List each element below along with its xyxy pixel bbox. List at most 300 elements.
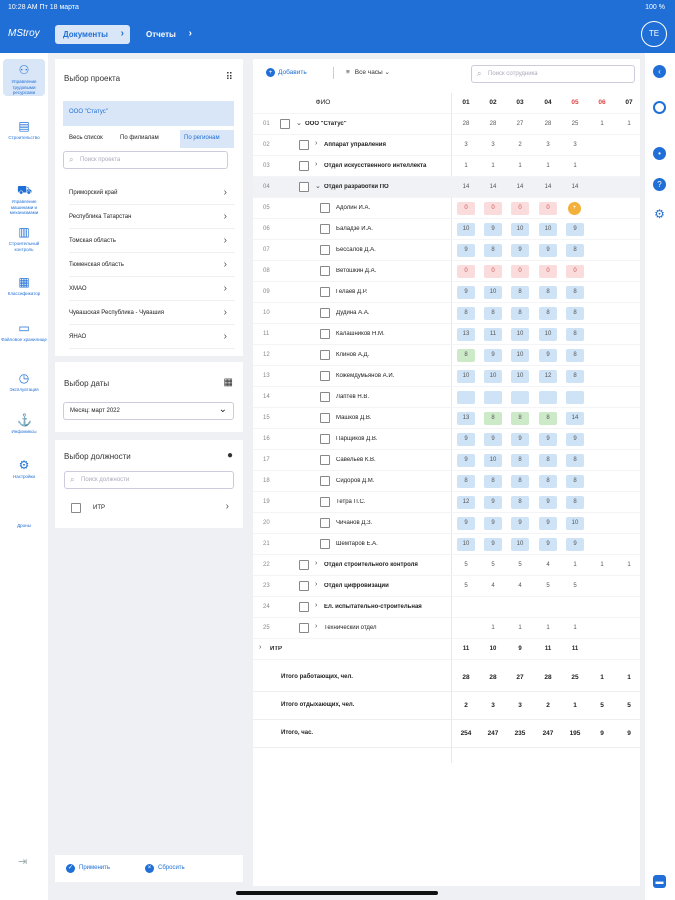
sidebar-item-5[interactable] [0, 321, 48, 343]
hours-cell[interactable]: 8 [566, 496, 584, 509]
logout-icon[interactable]: ⇥ [18, 856, 28, 868]
row-number: 10 [263, 310, 270, 316]
table-row[interactable] [253, 303, 640, 324]
header-row [253, 93, 640, 114]
row-checkbox[interactable] [320, 266, 330, 276]
table-row[interactable] [253, 240, 640, 261]
close-icon: × [145, 864, 154, 873]
hours-cell[interactable]: 25 [571, 121, 579, 127]
hours-cell[interactable]: 13 [457, 412, 475, 425]
region-item[interactable] [69, 327, 235, 349]
row-number: 12 [263, 352, 270, 358]
chevron-right-icon[interactable]: › [315, 623, 318, 630]
row-checkbox[interactable] [320, 413, 330, 423]
chevron-down-icon: ⌄ [384, 69, 390, 76]
table-row[interactable] [253, 429, 640, 450]
employee-search-input[interactable]: ⌕ Поиск сотрудника [471, 65, 635, 83]
hours-cell[interactable]: 1 [573, 562, 577, 568]
help-icon[interactable]: ? [653, 178, 666, 191]
sidebar-item-2[interactable] [0, 183, 48, 216]
hours-cell[interactable]: 10 [484, 286, 502, 299]
chevron-right-icon[interactable]: › [259, 644, 262, 651]
row-number: 15 [263, 415, 270, 421]
hours-cell[interactable]: 10 [484, 370, 502, 383]
sidebar-item-3[interactable] [0, 225, 48, 252]
hours-cell[interactable]: 9 [539, 349, 557, 362]
totals-value: 3 [491, 702, 495, 709]
row-checkbox[interactable] [299, 161, 309, 171]
hours-cell[interactable]: 8 [511, 286, 529, 299]
chat-icon[interactable]: ▬ [653, 875, 666, 888]
totals-value: 2 [546, 702, 550, 709]
totals-label: Итого работающих, чел. [281, 674, 353, 680]
hours-cell[interactable]: 28 [462, 121, 470, 127]
row-checkbox[interactable] [320, 287, 330, 297]
hours-cell[interactable]: 1 [600, 121, 604, 127]
status-bar [0, 0, 675, 16]
row-checkbox[interactable] [320, 539, 330, 549]
pie-icon[interactable] [653, 101, 666, 114]
sidebar-item-7[interactable] [0, 413, 48, 435]
row-number: 01 [263, 121, 270, 127]
hours-cell[interactable] [457, 391, 475, 404]
region-item[interactable] [69, 183, 235, 205]
chevron-down-icon[interactable]: ⌄ [296, 120, 302, 127]
settings-icon[interactable]: ⚙ [654, 207, 665, 221]
hours-cell[interactable]: 0 [566, 265, 584, 278]
hours-cell[interactable]: 0 [457, 265, 475, 278]
hours-cell[interactable]: 8 [539, 307, 557, 320]
hours-cell[interactable]: 10 [511, 223, 529, 236]
totals-value: 1 [600, 674, 604, 681]
hours-cell[interactable]: 10 [511, 328, 529, 341]
row-checkbox[interactable] [280, 119, 290, 129]
day-header: 05 [571, 99, 579, 106]
row-checkbox[interactable] [320, 434, 330, 444]
hours-cell[interactable]: 9 [457, 286, 475, 299]
sidebar-item-8[interactable] [0, 458, 48, 480]
hours-cell[interactable]: 9 [457, 433, 475, 446]
row-number: 13 [263, 373, 270, 379]
hours-cell[interactable]: 8 [539, 475, 557, 488]
row-checkbox[interactable] [320, 518, 330, 528]
date-panel-title: Выбор даты [64, 379, 110, 388]
sidebar-item-label: Строительство [8, 135, 40, 140]
chevron-right-icon[interactable]: › [315, 161, 318, 168]
row-checkbox[interactable] [299, 140, 309, 150]
row-number: 14 [263, 394, 270, 400]
hours-cell[interactable]: 10 [457, 538, 475, 551]
totals-value: 3 [518, 702, 522, 709]
add-button[interactable]: + Добавить [266, 68, 307, 77]
hours-cell[interactable]: 8 [566, 244, 584, 257]
hours-cell[interactable]: 11 [484, 328, 502, 341]
hours-cell[interactable]: 1 [627, 562, 631, 568]
bell-icon[interactable]: • [653, 147, 666, 160]
chevron-right-icon[interactable]: › [225, 501, 229, 512]
table-row[interactable] [253, 387, 640, 408]
hours-cell[interactable]: 8 [566, 307, 584, 320]
hours-cell[interactable]: 28 [489, 121, 497, 127]
hours-cell[interactable] [566, 391, 584, 404]
hours-cell[interactable]: 1 [491, 163, 495, 169]
table-row[interactable] [253, 366, 640, 387]
region-item[interactable] [69, 279, 235, 301]
hours-cell[interactable]: 8 [539, 286, 557, 299]
hours-cell[interactable]: 10 [484, 454, 502, 467]
hours-cell[interactable]: 1 [573, 163, 577, 169]
row-checkbox[interactable] [299, 581, 309, 591]
hours-cell[interactable]: 9 [457, 244, 475, 257]
search-icon: ⌕ [69, 155, 74, 164]
hours-cell[interactable]: 8 [566, 286, 584, 299]
hours-cell[interactable]: 1 [600, 562, 604, 568]
chevron-right-icon[interactable]: › [315, 140, 318, 147]
hours-cell[interactable]: 4 [546, 562, 550, 568]
sidebar-item-9[interactable] [0, 523, 48, 529]
row-number: 21 [263, 541, 270, 547]
chevron-right-icon[interactable]: › [315, 602, 318, 609]
app-logo[interactable]: MStroy [8, 28, 40, 39]
hours-cell[interactable]: 10 [457, 223, 475, 236]
hours-cell[interactable]: 0 [511, 265, 529, 278]
hours-cell[interactable]: 9 [484, 433, 502, 446]
totals-value: 9 [600, 730, 604, 737]
hours-cell[interactable]: 8 [511, 412, 529, 425]
hours-cell[interactable]: 9 [484, 517, 502, 530]
hours-cell[interactable]: 9 [484, 538, 502, 551]
hours-cell[interactable]: 5 [491, 562, 495, 568]
totals-value: 1 [627, 674, 631, 681]
hours-cell[interactable]: 3 [491, 142, 495, 148]
hours-cell[interactable]: 9 [511, 517, 529, 530]
sidebar-item-1[interactable] [0, 119, 48, 141]
hours-cell[interactable]: 9 [457, 454, 475, 467]
apply-button[interactable]: ✓ Применить [67, 865, 111, 871]
chevron-right-icon: › [188, 28, 192, 39]
hours-cell[interactable]: 1 [518, 163, 522, 169]
chevron-down-icon[interactable]: ⌄ [315, 183, 321, 190]
row-checkbox[interactable] [320, 203, 330, 213]
row-number: 05 [263, 205, 270, 211]
tab-all-list[interactable]: Весь список [69, 135, 103, 141]
check-icon: ✓ [67, 865, 74, 871]
day-header: 03 [516, 99, 524, 106]
table-row[interactable] [253, 555, 640, 576]
hours-cell[interactable]: 1 [546, 625, 550, 631]
row-checkbox[interactable] [320, 329, 330, 339]
row-number: 19 [263, 499, 270, 505]
tab-by-regions[interactable]: По регионам [180, 130, 234, 148]
region-item[interactable] [69, 303, 235, 325]
row-number: 03 [263, 163, 270, 169]
employee-name: Парщиков Д.В. [336, 436, 378, 442]
hours-cell[interactable]: 4 [491, 583, 495, 589]
employee-name: Адолин И.А. [336, 205, 371, 211]
hours-cell[interactable]: 9 [511, 244, 529, 257]
chevron-right-icon: › [223, 211, 227, 222]
hours-cell[interactable]: 3 [546, 142, 550, 148]
filter-actions [55, 855, 243, 882]
project-tabs [63, 130, 234, 148]
hours-cell[interactable]: 8 [511, 307, 529, 320]
hours-cell[interactable]: 0 [539, 265, 557, 278]
hours-cell[interactable]: 10 [566, 517, 584, 530]
avatar[interactable]: ТЕ [641, 21, 667, 47]
region-label: Чувашская Республика - Чувашия [69, 310, 164, 316]
hours-cell[interactable]: 8 [566, 370, 584, 383]
table-row[interactable] [253, 408, 640, 429]
sidebar-item-6[interactable] [0, 371, 48, 393]
row-checkbox[interactable] [299, 602, 309, 612]
fio-header: ФИО [315, 99, 331, 106]
row-checkbox[interactable] [299, 182, 309, 192]
hours-cell[interactable]: 8 [511, 496, 529, 509]
employee-name: ООО "Статус" [305, 121, 347, 127]
hours-cell[interactable]: 5 [573, 583, 577, 589]
totals-value: 1 [573, 702, 577, 709]
hours-cell[interactable]: 1 [573, 625, 577, 631]
hours-cell[interactable]: 9 [566, 223, 584, 236]
hours-cell[interactable]: 8 [511, 454, 529, 467]
employee-name: Сидоров Д.М. [336, 478, 375, 484]
hours-cell[interactable]: 13 [457, 328, 475, 341]
hours-cell[interactable]: 5 [518, 562, 522, 568]
employee-name: Бессалов Д.А. [336, 247, 376, 253]
hours-cell[interactable]: 9 [566, 433, 584, 446]
table-row[interactable] [253, 597, 640, 618]
hours-cell[interactable]: 10 [511, 370, 529, 383]
row-number: 22 [263, 562, 270, 568]
totals-value: 27 [516, 674, 524, 681]
hours-cell[interactable]: 9 [484, 223, 502, 236]
hours-cell[interactable] [484, 391, 502, 404]
employee-name: Чичанов Д.З. [336, 520, 373, 526]
day-header: 02 [489, 99, 497, 106]
project-panel [55, 59, 243, 356]
hours-cell[interactable]: 9 [539, 538, 557, 551]
row-checkbox[interactable] [320, 350, 330, 360]
table-row[interactable] [253, 534, 640, 555]
hours-filter-select[interactable]: ≡ Все часы ⌄ [346, 69, 390, 76]
hours-cell[interactable]: 1 [491, 625, 495, 631]
hours-cell[interactable]: 12 [457, 496, 475, 509]
hours-cell[interactable]: 5 [464, 583, 468, 589]
row-checkbox[interactable] [320, 476, 330, 486]
anchor-icon: ⚓ [17, 413, 32, 427]
sidebar-item-0[interactable] [3, 59, 45, 96]
hours-cell[interactable]: 14 [571, 184, 579, 190]
project-panel-title: Выбор проекта [64, 74, 121, 83]
table-row[interactable] [253, 576, 640, 597]
row-checkbox[interactable] [320, 371, 330, 381]
chevron-right-icon: › [223, 331, 227, 342]
hours-cell[interactable]: 9 [539, 517, 557, 530]
hours-cell[interactable]: 9 [511, 433, 529, 446]
table-row[interactable] [253, 177, 640, 198]
row-checkbox[interactable] [320, 497, 330, 507]
hours-cell[interactable]: 9 [566, 538, 584, 551]
hours-cell[interactable]: 9 [457, 517, 475, 530]
hours-cell[interactable]: 1 [464, 163, 468, 169]
row-checkbox[interactable] [320, 224, 330, 234]
region-label: Томская область [69, 238, 116, 244]
employee-name: Отдел искусственного интеллекта [324, 163, 427, 169]
hours-cell[interactable]: 10 [511, 538, 529, 551]
table-row[interactable] [253, 345, 640, 366]
hours-cell[interactable]: 8 [484, 244, 502, 257]
region-item[interactable] [69, 231, 235, 253]
row-checkbox[interactable] [320, 308, 330, 318]
right-toolbar [645, 53, 675, 900]
row-checkbox[interactable] [299, 560, 309, 570]
table-row[interactable] [253, 219, 640, 240]
table-row[interactable] [253, 114, 640, 135]
hours-cell[interactable]: 8 [484, 475, 502, 488]
row-number: 02 [263, 142, 270, 148]
date-select[interactable]: Месяц: март 2022 ⌄ [63, 402, 234, 420]
employee-name: Лаптев Н.В. [336, 394, 370, 400]
hours-cell[interactable]: 10 [457, 370, 475, 383]
table-row[interactable] [253, 156, 640, 177]
project-search-input[interactable]: ⌕ Поиск проекта [63, 151, 228, 169]
chevron-right-icon[interactable]: › [315, 581, 318, 588]
table-row[interactable] [253, 450, 640, 471]
hours-cell: 10 [489, 646, 497, 652]
table-row[interactable] [253, 471, 640, 492]
hours-cell[interactable]: 8 [457, 475, 475, 488]
hours-cell[interactable]: 14 [516, 184, 524, 190]
table-row[interactable] [253, 513, 640, 534]
hours-cell: 9 [518, 646, 522, 652]
hours-cell[interactable]: 5 [546, 583, 550, 589]
hours-cell[interactable]: 9 [484, 349, 502, 362]
totals-label: Итого отдыхающих, чел. [281, 702, 355, 708]
hours-cell[interactable]: 8 [566, 454, 584, 467]
hours-cell[interactable]: 8 [457, 349, 475, 362]
hours-cell[interactable] [539, 391, 557, 404]
add-hours-icon[interactable]: + [568, 202, 581, 215]
hours-cell[interactable]: 10 [539, 328, 557, 341]
hours-cell[interactable]: 9 [484, 496, 502, 509]
hours-cell[interactable]: 4 [518, 583, 522, 589]
chevron-right-icon: › [223, 235, 227, 246]
hours-cell[interactable]: 9 [539, 496, 557, 509]
chevron-right-icon[interactable]: › [315, 560, 318, 567]
left-navigation [0, 53, 48, 900]
hours-cell[interactable]: 0 [511, 202, 529, 215]
hours-cell[interactable]: 10 [539, 223, 557, 236]
totals-value: 28 [462, 674, 470, 681]
employee-name: Отдел цифровизации [324, 583, 389, 589]
row-checkbox[interactable] [320, 245, 330, 255]
hours-cell[interactable]: 0 [484, 265, 502, 278]
hours-cell[interactable]: 8 [484, 307, 502, 320]
hours-cell[interactable]: 1 [546, 163, 550, 169]
hours-cell[interactable]: 3 [573, 142, 577, 148]
table-row[interactable] [253, 492, 640, 513]
row-checkbox[interactable] [299, 623, 309, 633]
hours-cell[interactable]: 8 [457, 307, 475, 320]
row-checkbox[interactable] [320, 455, 330, 465]
hours-cell[interactable]: 8 [511, 475, 529, 488]
itr-row[interactable] [253, 639, 640, 660]
hours-cell[interactable]: 10 [511, 349, 529, 362]
hours-cell[interactable]: 9 [539, 244, 557, 257]
hours-cell[interactable]: 14 [544, 184, 552, 190]
hours-cell[interactable] [511, 391, 529, 404]
row-number: 17 [263, 457, 270, 463]
app-bar [0, 16, 675, 53]
itr-checkbox[interactable] [71, 503, 81, 513]
tab-by-branches[interactable]: По филиалам [120, 135, 159, 141]
hours-cell[interactable]: 8 [539, 412, 557, 425]
employee-name: Тетра П.С. [336, 499, 366, 505]
itr-label: ИТР [93, 505, 105, 511]
collapse-icon[interactable]: ‹ [653, 65, 666, 78]
table-row[interactable] [253, 198, 640, 219]
hours-cell[interactable]: 8 [566, 475, 584, 488]
employee-name: Дудина А.А. [336, 310, 370, 316]
reset-button[interactable]: × Сбросить [145, 864, 185, 873]
hours-cell[interactable]: 1 [518, 625, 522, 631]
table-row[interactable] [253, 261, 640, 282]
totals-row [253, 664, 640, 692]
hours-cell[interactable]: 0 [539, 202, 557, 215]
row-checkbox[interactable] [320, 392, 330, 402]
calendar-icon[interactable]: ▦ [223, 377, 233, 388]
sidebar-item-label: Управление машинами и механизмами [9, 199, 39, 215]
hours-cell[interactable]: 8 [566, 349, 584, 362]
region-item[interactable] [69, 207, 235, 229]
hours-cell[interactable]: 14 [566, 412, 584, 425]
region-label: Республика Татарстан [69, 214, 132, 220]
position-search-input[interactable]: ⌕ Поиск должности [64, 471, 234, 489]
hours-cell[interactable]: 3 [464, 142, 468, 148]
grid-icon[interactable]: ⠿ [225, 72, 233, 83]
hours-cell[interactable]: 5 [464, 562, 468, 568]
hours-cell[interactable]: 27 [516, 121, 524, 127]
hours-cell[interactable]: 8 [539, 454, 557, 467]
position-panel-title: Выбор должности [64, 452, 131, 461]
hours-cell[interactable]: 28 [544, 121, 552, 127]
table-row[interactable] [253, 135, 640, 156]
sidebar-item-4[interactable] [0, 275, 48, 297]
hours-cell[interactable]: 8 [484, 412, 502, 425]
employee-name: Баладзе И.А. [336, 226, 373, 232]
hours-cell[interactable]: 14 [462, 184, 470, 190]
truck-icon: ⛟ [17, 183, 33, 197]
totals-value: 5 [627, 702, 631, 709]
row-number: 18 [263, 478, 270, 484]
hours-cell[interactable]: 1 [627, 121, 631, 127]
hours-cell[interactable]: 8 [566, 328, 584, 341]
region-item[interactable] [69, 255, 235, 277]
hours-cell[interactable]: 0 [484, 202, 502, 215]
hours-cell[interactable]: 12 [539, 370, 557, 383]
selected-project[interactable]: ООО "Статус" [63, 101, 234, 126]
hours-cell[interactable]: 0 [457, 202, 475, 215]
hours-cell[interactable]: 9 [539, 433, 557, 446]
table-row[interactable] [253, 282, 640, 303]
hours-cell[interactable]: 2 [518, 142, 522, 148]
nav-reports-button[interactable]: Отчеты › [146, 28, 192, 39]
row-number: 20 [263, 520, 270, 526]
table-row[interactable] [253, 618, 640, 639]
hours-cell[interactable]: 14 [489, 184, 497, 190]
table-row[interactable] [253, 324, 640, 345]
nav-documents-button[interactable]: Документы › [55, 25, 130, 44]
